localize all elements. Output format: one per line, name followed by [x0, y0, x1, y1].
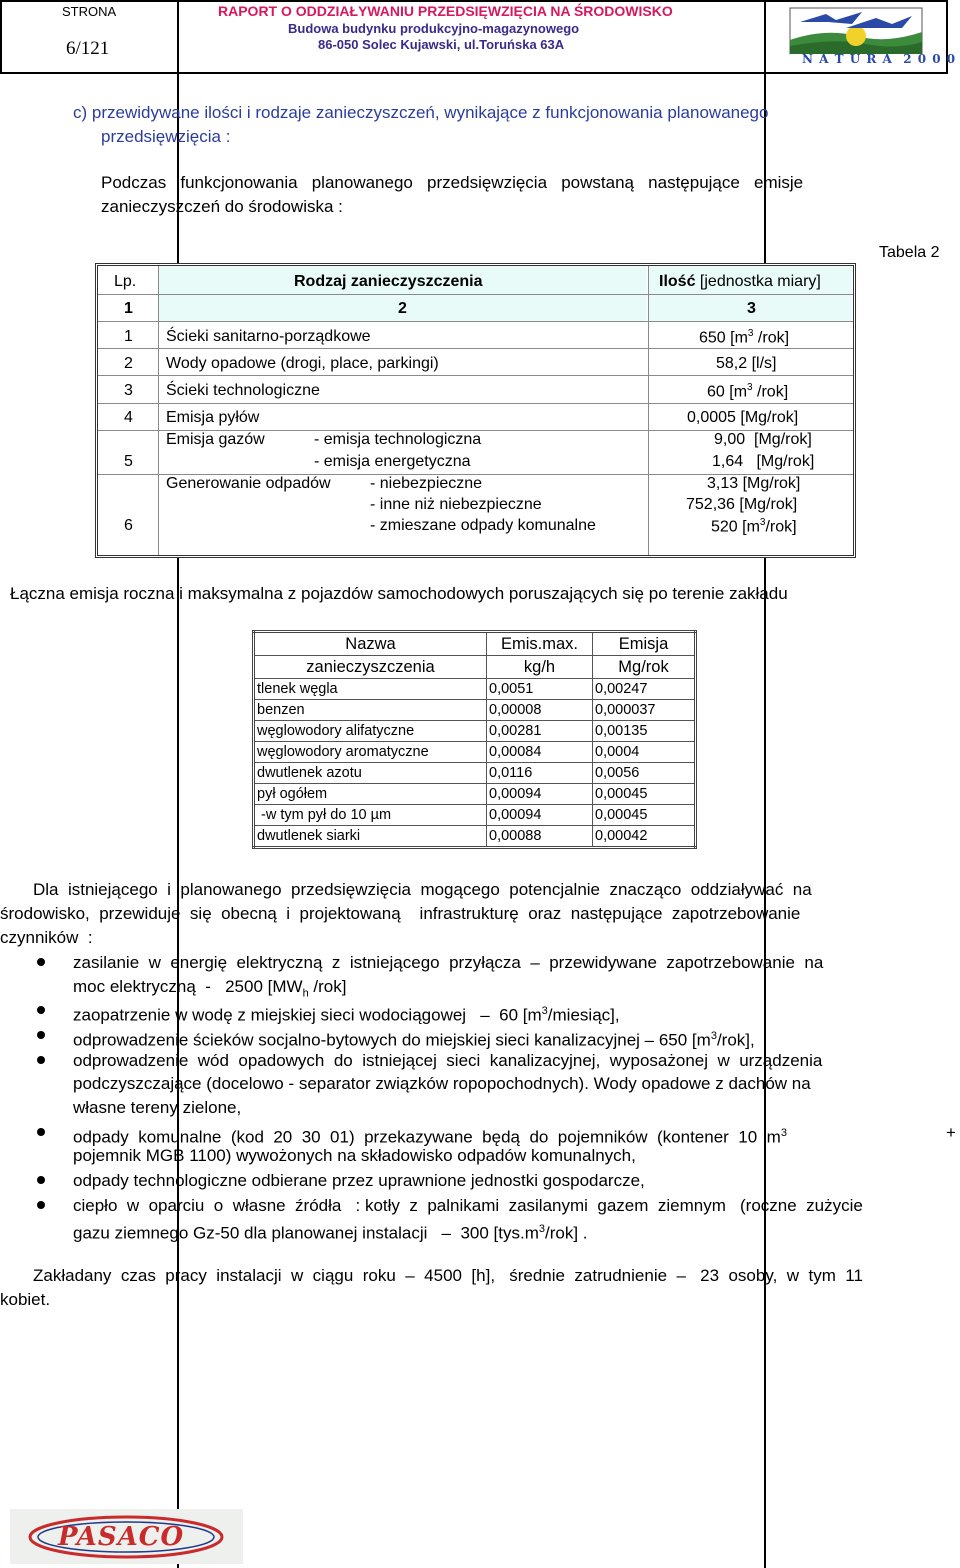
row3-value	[707, 382, 788, 401]
header-emis-max: Emis.max.	[487, 632, 593, 656]
header-zanieczyszczenia: zanieczyszczenia	[254, 656, 487, 679]
row6-value2: 752,36 [Mg/rok]	[686, 496, 798, 513]
table-row	[254, 742, 696, 763]
row1-value-b: /rok]	[753, 329, 790, 347]
header-kgh: kg/h	[487, 656, 593, 679]
pollutant-name: dwutlenek azotu	[254, 763, 487, 784]
table-label: Tabela 2	[879, 244, 940, 261]
pollutant-emission: 0,00045	[593, 784, 696, 805]
page-number: 6/121	[66, 38, 110, 59]
bullet4-line1: odprowadzenie wód opadowych do istniejącej sieci kanalizacyjnej, wyposażonej w urządzenia	[73, 1051, 823, 1070]
emissions-table	[95, 263, 856, 558]
row4-name: Emisja pyłów	[166, 409, 260, 426]
row6-sup: 3	[759, 517, 766, 528]
bullet5-sup: 3	[780, 1127, 787, 1139]
row5-sub2: - emisja energetyczna	[314, 453, 471, 470]
natura-logo-text: N A T U R A 2 0 0 0	[802, 52, 957, 66]
pollutant-max: 0,00084	[487, 742, 593, 763]
bullet2-sup: 3	[541, 1005, 548, 1017]
pollutant-emission: 0,000037	[593, 700, 696, 721]
pollutant-name: dwutlenek siarki	[254, 826, 487, 848]
pollutant-name: tlenek węgla	[254, 679, 487, 700]
bullet2-text-end: /miesiąc],	[547, 1005, 620, 1025]
bullet-icon	[37, 1031, 45, 1039]
bullet-icon	[37, 1201, 45, 1209]
pollutant-name: -w tym pył do 10 µm	[254, 805, 487, 826]
bullet2-text: zaopatrzenie w wodę z miejskiej sieci wodociągowej – 60 [m	[73, 1005, 542, 1025]
pollutant-name: pył ogółem	[254, 784, 487, 805]
pollutant-name: węglowodory aromatyczne	[254, 742, 487, 763]
bullet5-plus: +	[946, 1123, 956, 1142]
row6-lp: 6	[124, 517, 133, 534]
row6-sub2: - inne niż niebezpieczne	[370, 496, 542, 513]
row3-value-b: /rok]	[752, 383, 789, 401]
row6-value3-b: /rok]	[765, 518, 797, 536]
bullet3-text-end: /rok],	[716, 1030, 755, 1050]
bullet1-line1: zasilanie w energię elektryczną z istniejącego przyłącza – przewidywane zapotrzebowanie na	[73, 953, 824, 972]
table-row	[254, 700, 696, 721]
row5-lp: 5	[124, 453, 133, 470]
bullet-icon	[37, 1176, 45, 1184]
bullet-icon	[37, 958, 45, 966]
pollutant-max: 0,00094	[487, 805, 593, 826]
closing-line2: kobiet.	[0, 1290, 51, 1309]
pasaco-logo-text: PASACO	[58, 1522, 185, 1552]
row1-value-a: 650 [m	[699, 329, 748, 347]
bullet4-line3: własne tereny zielone,	[73, 1098, 242, 1117]
row1-sup: 3	[747, 328, 754, 339]
pollutant-max: 0,00088	[487, 826, 593, 848]
strona-label: STRONA	[62, 4, 117, 19]
bullet6: odpady technologiczne odbierane przez uprawnione jednostki gospodarcze,	[73, 1171, 645, 1190]
bullet-icon	[37, 1128, 45, 1136]
row1-value	[699, 328, 789, 347]
row4-value: 0,0005 [Mg/rok]	[687, 409, 799, 426]
row3-value-a: 60 [m	[707, 383, 748, 401]
bullet7-sup: 3	[538, 1223, 545, 1235]
pollutant-emission: 0,0056	[593, 763, 696, 784]
table-header-row	[254, 632, 696, 656]
infra-paragraph-line2: środowisko, przewiduje się obecną i projektowaną infrastrukturę oraz następujące zapotrzebowanie	[0, 904, 801, 923]
row5-value1: 9,00 [Mg/rok]	[714, 431, 812, 448]
header-ilosc	[659, 273, 821, 291]
pollutant-max: 0,00281	[487, 721, 593, 742]
pollutant-max: 0,00094	[487, 784, 593, 805]
header-lp: Lp.	[114, 273, 137, 290]
header-mgrok: Mg/rok	[593, 656, 696, 679]
table-row	[254, 784, 696, 805]
bullet3-sup: 3	[710, 1030, 717, 1042]
row2-lp: 2	[124, 355, 133, 372]
row3-name: Ścieki technologiczne	[166, 382, 320, 399]
table-row	[254, 805, 696, 826]
natura-logo-cell	[764, 0, 957, 1568]
header-ilosc-label: Ilość	[659, 273, 696, 290]
row5-sub1: - emisja technologiczna	[314, 431, 482, 448]
pollutant-name: benzen	[254, 700, 487, 721]
vehicle-emissions-heading: Łączna emisja roczna i maksymalna z pojazdów samochodowych poruszających się po terenie zakładu	[10, 584, 788, 603]
bullet5-line2: pojemnik MGB 1100) wywożonych na składowisko odpadów komunalnych,	[73, 1146, 636, 1165]
bullet4-line2: podczyszczające (docelowo - separator związków ropopochodnych). Wody opadowe z dachów na	[73, 1074, 811, 1093]
row6-name: Generowanie odpadów	[166, 475, 331, 492]
row6-sub3: - zmieszane odpady komunalne	[370, 517, 596, 534]
row2-value: 58,2 [l/s]	[716, 355, 777, 372]
pollutant-max: 0,0116	[487, 763, 593, 784]
pollutant-emission: 0,00042	[593, 826, 696, 848]
bullet7-line2	[73, 1217, 588, 1246]
row6-value1: 3,13 [Mg/rok]	[707, 475, 801, 492]
row2-name: Wody opadowe (drogi, place, parkingi)	[166, 355, 439, 372]
row6-sub1: - niebezpieczne	[370, 475, 483, 492]
pollutant-emission: 0,00045	[593, 805, 696, 826]
row6-value3	[711, 517, 797, 536]
pollutant-name: węglowodory alifatyczne	[254, 721, 487, 742]
page-info-cell	[0, 0, 179, 1568]
table-row	[254, 721, 696, 742]
pollutant-emission: 0,00135	[593, 721, 696, 742]
infra-paragraph-line3: czynników :	[0, 928, 93, 947]
bullet-icon	[37, 1006, 45, 1014]
pollutant-max: 0,0051	[487, 679, 593, 700]
row1-name: Ścieki sanitarno-porządkowe	[166, 328, 371, 345]
row5-value2: 1,64 [Mg/rok]	[712, 453, 815, 470]
pollutant-emission: 0,0004	[593, 742, 696, 763]
colnum-1: 1	[124, 300, 133, 317]
pasaco-logo	[10, 1509, 243, 1564]
bullet1-text: moc elektryczną - 2500 [MW	[73, 977, 303, 996]
colnum-2: 2	[398, 300, 407, 317]
row4-lp: 4	[124, 409, 133, 426]
bullet1-sub: h	[302, 987, 309, 1000]
section-c-heading-line2: przedsięwzięcia :	[101, 127, 231, 146]
bullet3-text: odprowadzenie ścieków socjalno-bytowych do miejskiej sieci kanalizacyjnej – 650 [m	[73, 1030, 711, 1050]
table-row	[254, 679, 696, 700]
header-emisja: Emisja	[593, 632, 696, 656]
header-nazwa: Nazwa	[254, 632, 487, 656]
row5-name: Emisja gazów	[166, 431, 265, 448]
row1-lp: 1	[124, 328, 133, 345]
header-ilosc-unit: [jednostka miary]	[695, 273, 821, 290]
bullet5-text: odpady komunalne (kod 20 30 01) przekazywane będą do pojemników (kontener 10 m	[73, 1127, 781, 1147]
report-title: RAPORT O ODDZIAŁYWANIU PRZEDSIĘWZIĘCIA NA ŚRODOWISKO	[218, 3, 673, 19]
section-c-heading-line1: c) przewidywane ilości i rodzaje zanieczyszczeń, wynikające z funkcjonowania planowanego	[73, 103, 769, 122]
table-row	[254, 826, 696, 848]
vehicle-emissions-table	[252, 630, 697, 849]
project-title: Budowa budynku produkcyjno-magazynowego	[288, 21, 580, 36]
bullet7-text: gazu ziemnego Gz-50 dla planowanej instalacji – 300 [tys.m	[73, 1223, 539, 1243]
pollutant-max: 0,00008	[487, 700, 593, 721]
intro-line2: zanieczyszczeń do środowiska :	[101, 197, 343, 216]
bullet7-line1: ciepło w oparciu o własne źródła : kotły z palnikami zasilanymi gazem ziemnym (roczne zużycie	[73, 1196, 863, 1215]
bullet7-text-end: /rok] .	[545, 1223, 588, 1243]
row3-lp: 3	[124, 382, 133, 399]
bullet1-text-end: /rok]	[308, 977, 347, 996]
intro-line1: Podczas funkcjonowania planowanego przedsięwzięcia powstaną następujące emisje	[101, 173, 804, 192]
row3-sup: 3	[747, 382, 753, 393]
colnum-3: 3	[747, 300, 756, 317]
table-row	[254, 763, 696, 784]
page-header	[0, 0, 957, 74]
pollutant-emission: 0,00247	[593, 679, 696, 700]
table-header-row	[254, 656, 696, 679]
project-address: 86-050 Solec Kujawski, ul.Toruńska 63A	[318, 37, 565, 52]
bullet-icon	[37, 1056, 45, 1064]
infra-paragraph-line1: Dla istniejącego i planowanego przedsięwzięcia mogącego potencjalnie znacząco oddziaływać na	[33, 880, 812, 899]
header-rodzaj: Rodzaj zanieczyszczenia	[294, 273, 483, 290]
row6-value3-a: 520 [m	[711, 518, 760, 536]
closing-line1: Zakładany czas pracy instalacji w ciągu roku – 4500 [h], średnie zatrudnienie – 23 osoby, w tym 11	[33, 1266, 863, 1285]
